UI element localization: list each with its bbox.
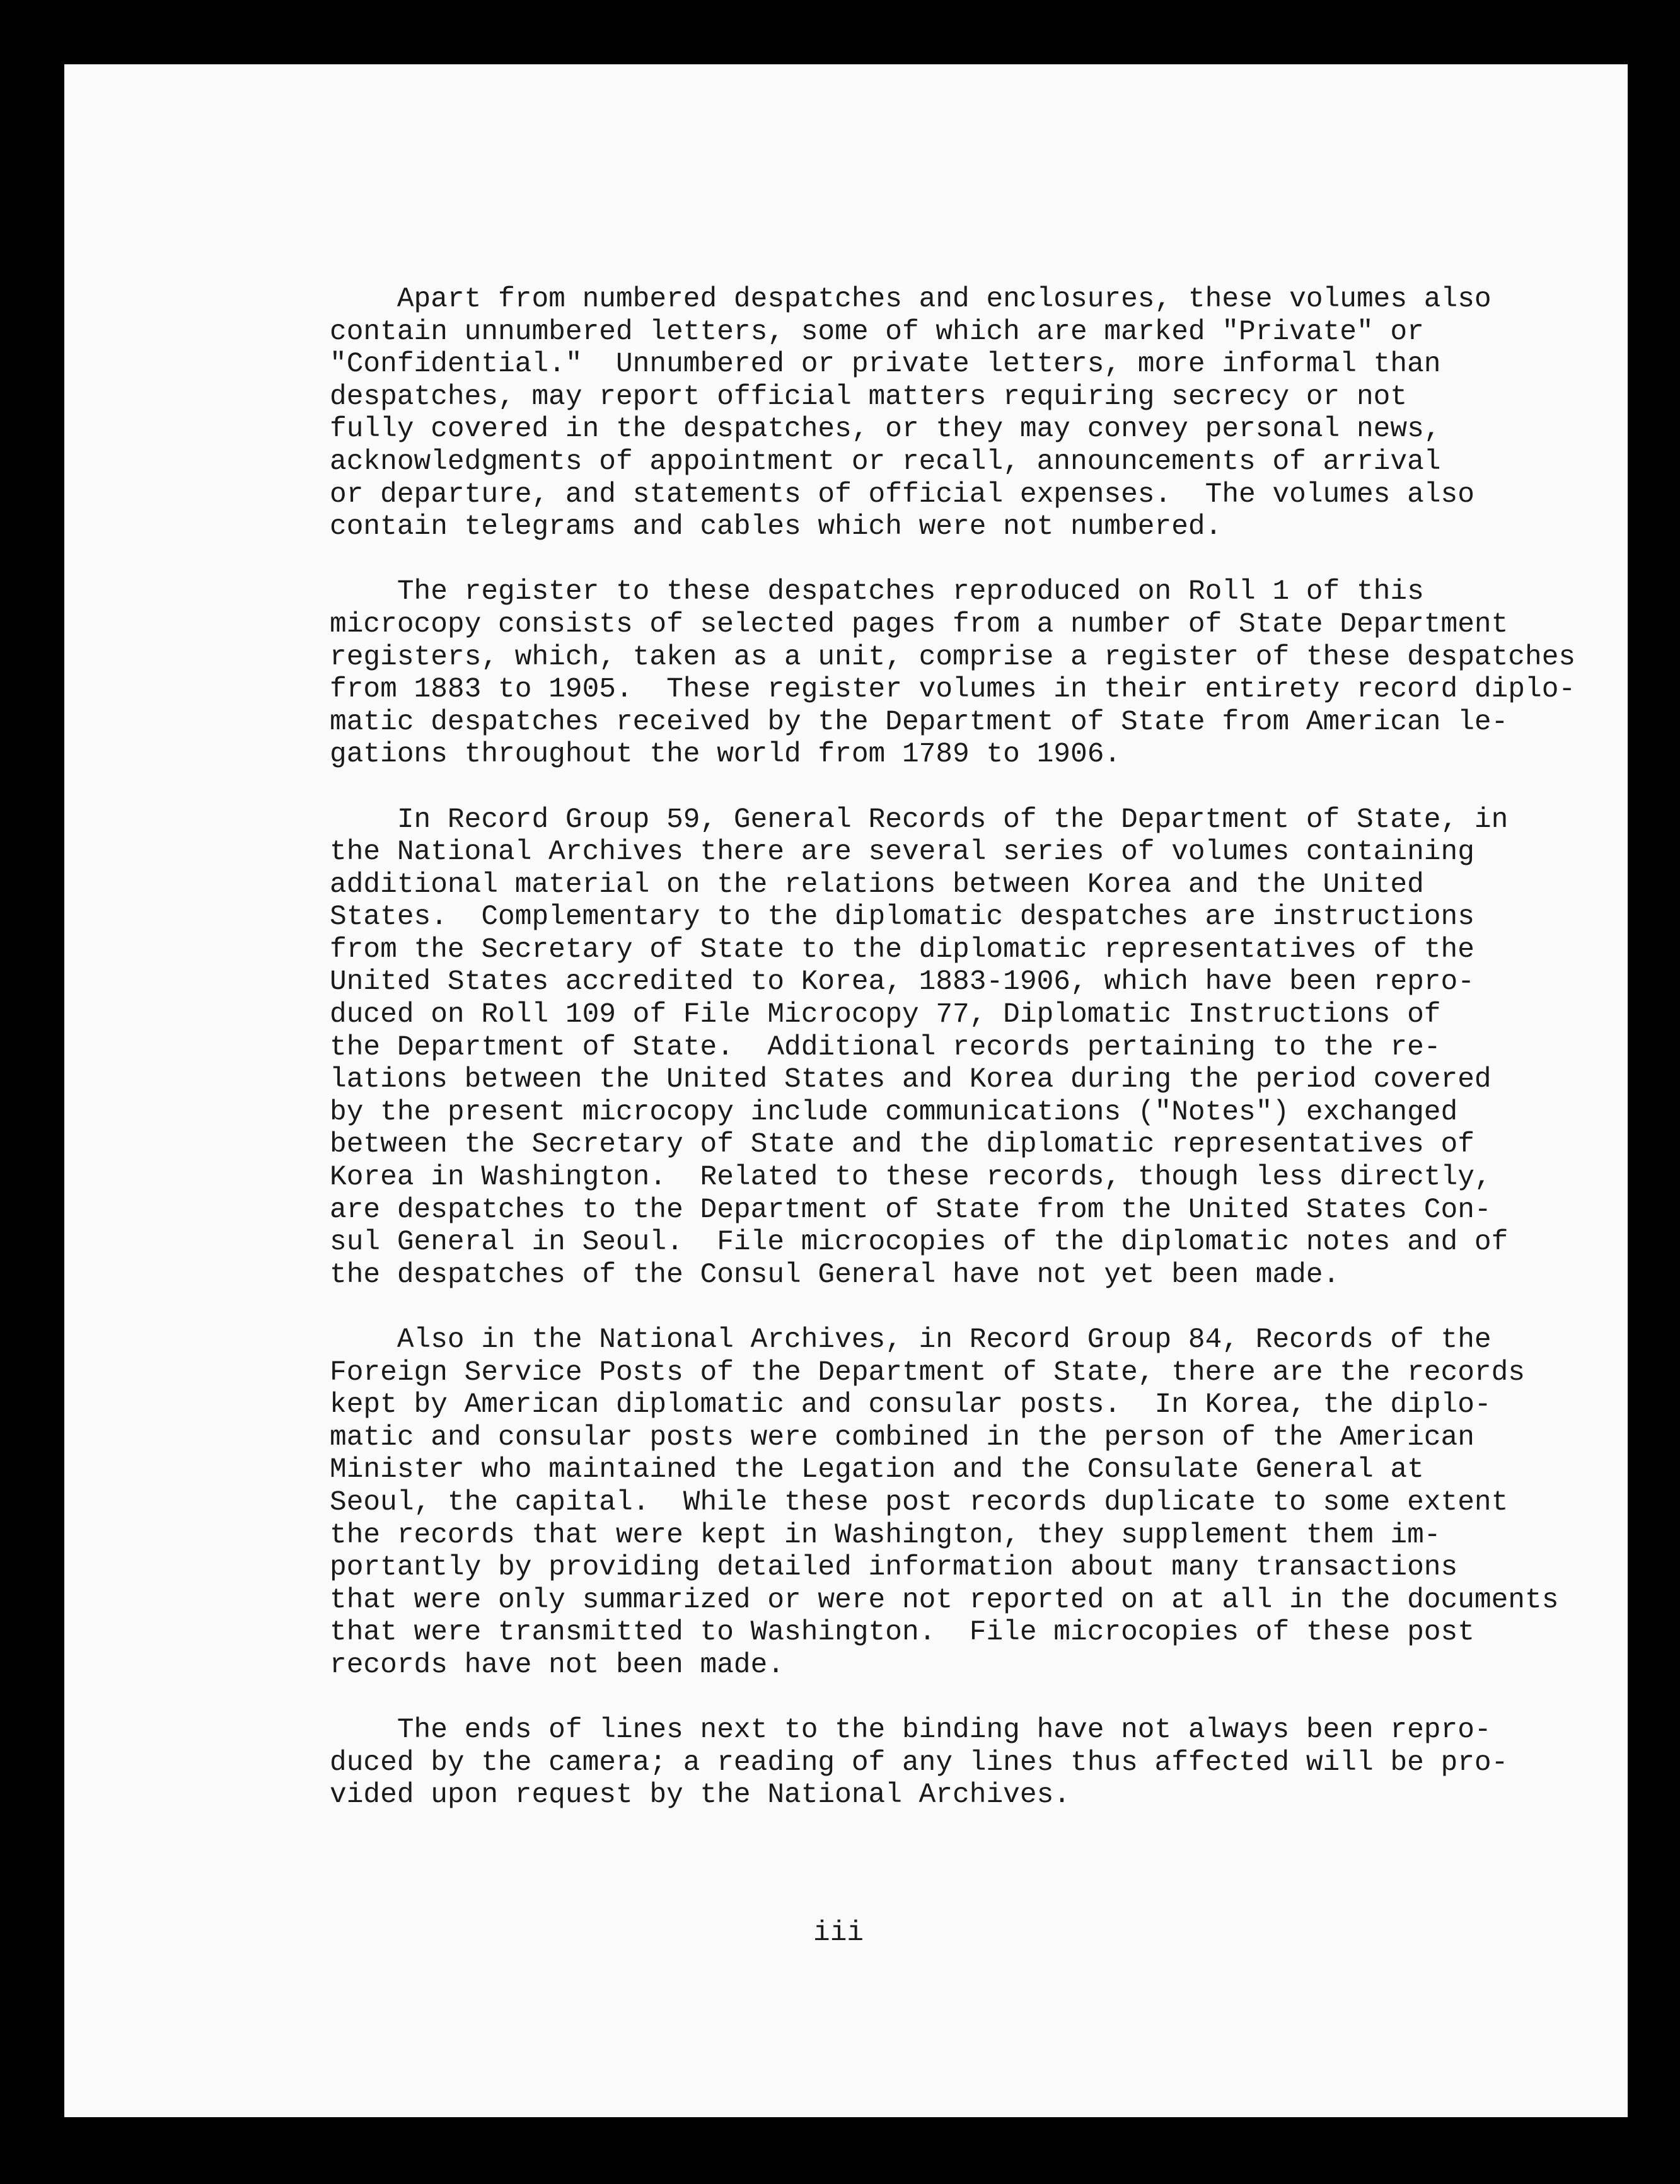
text-line: acknowledgments of appointment or recall, announcements of arrival	[330, 446, 1441, 478]
text-line: duced on Roll 109 of File Microcopy 77, Diplomatic Instructions of	[330, 999, 1441, 1031]
text-line: that were only summarized or were not reported on at all in the documents	[330, 1584, 1559, 1616]
text-line: United States accredited to Korea, 1883-1906, which have been repro-	[330, 966, 1474, 998]
text-line: Also in the National Archives, in Record Group 84, Records of the	[330, 1324, 1492, 1356]
text-line: that were transmitted to Washington. File microcopies of these post	[330, 1617, 1474, 1649]
text-line: States. Complementary to the diplomatic despatches are instructions	[330, 901, 1474, 933]
text-line: duced by the camera; a reading of any lines thus affected will be pro-	[330, 1747, 1509, 1779]
text-line: contain unnumbered letters, some of which are marked "Private" or	[330, 316, 1424, 348]
text-line: from 1883 to 1905. These register volumes in their entirety record diplo-	[330, 674, 1576, 706]
text-line: despatches, may report official matters requiring secrecy or not	[330, 381, 1408, 413]
page-number: iii	[813, 1917, 864, 1949]
text-line: The register to these despatches reproduced on Roll 1 of this	[330, 576, 1424, 608]
text-line: the records that were kept in Washington, they supplement them im-	[330, 1519, 1441, 1551]
text-line: matic and consular posts were combined in the person of the American	[330, 1421, 1474, 1453]
text-line: from the Secretary of State to the diplomatic representatives of the	[330, 933, 1474, 966]
text-line: lations between the United States and Korea during the period covered	[330, 1064, 1492, 1096]
text-line: "Confidential." Unnumbered or private letters, more informal than	[330, 349, 1441, 381]
text-line: Apart from numbered despatches and enclosures, these volumes also	[330, 284, 1492, 315]
text-line: gations throughout the world from 1789 to 1906.	[330, 739, 1121, 771]
text-line: Minister who maintained the Legation and the Consulate General at	[330, 1454, 1424, 1486]
paragraph-binding-note	[330, 1714, 1575, 1812]
text-line: matic despatches received by the Department of State from American le-	[330, 706, 1509, 738]
text-line: microcopy consists of selected pages from a number of State Department	[330, 608, 1509, 640]
text-line: contain telegrams and cables which were not numbered.	[330, 511, 1222, 543]
text-line: or departure, and statements of official expenses. The volumes also	[330, 478, 1474, 511]
text-line: The ends of lines next to the binding have not always been repro-	[330, 1714, 1492, 1747]
text-line: sul General in Seoul. File microcopies of the diplomatic notes and of	[330, 1227, 1509, 1259]
text-line: records have not been made.	[330, 1649, 785, 1681]
document-body	[330, 284, 1575, 1845]
text-line: the Department of State. Additional records pertaining to the re-	[330, 1031, 1441, 1063]
text-line: In Record Group 59, General Records of the Department of State, in	[330, 804, 1509, 836]
text-line: the National Archives there are several series of volumes containing	[330, 836, 1474, 869]
text-line: additional material on the relations between Korea and the United	[330, 869, 1424, 901]
text-line: kept by American diplomatic and consular posts. In Korea, the diplo-	[330, 1389, 1492, 1421]
text-line: are despatches to the Department of State from the United States Con-	[330, 1194, 1492, 1226]
text-line: Foreign Service Posts of the Department of State, there are the records	[330, 1356, 1526, 1389]
text-line: Seoul, the capital. While these post records duplicate to some extent	[330, 1486, 1509, 1518]
paragraph-record-group-84	[330, 1324, 1575, 1682]
text-line: portantly by providing detailed information about many transactions	[330, 1552, 1458, 1584]
paragraph-register	[330, 576, 1575, 771]
text-line: by the present microcopy include communications ("Notes") exchanged	[330, 1096, 1458, 1128]
text-line: the despatches of the Consul General have not yet been made.	[330, 1259, 1340, 1291]
paragraph-numbered-despatches	[330, 284, 1575, 544]
text-line: Korea in Washington. Related to these records, though less directly,	[330, 1162, 1492, 1194]
text-line: vided upon request by the National Archives.	[330, 1779, 1070, 1811]
paragraph-record-group-59	[330, 804, 1575, 1292]
text-line: fully covered in the despatches, or they may convey personal news,	[330, 413, 1441, 446]
text-line: between the Secretary of State and the diplomatic representatives of	[330, 1129, 1474, 1161]
text-line: registers, which, taken as a unit, comprise a register of these despatches	[330, 641, 1576, 673]
